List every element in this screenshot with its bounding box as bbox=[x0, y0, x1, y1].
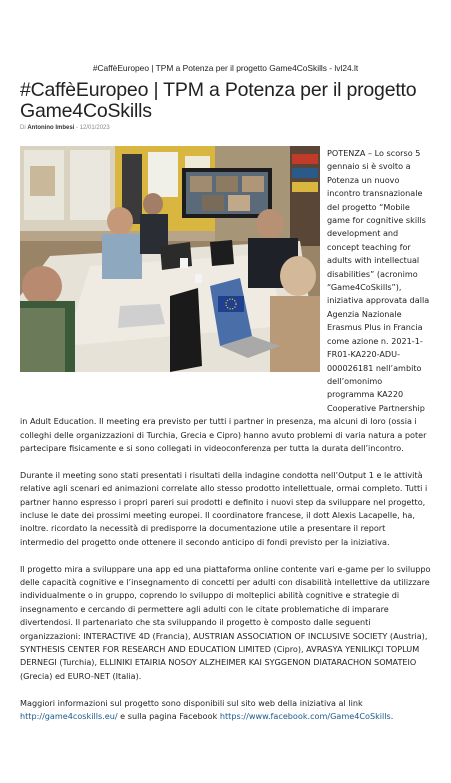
site-header-title: #CaffèEuropeo | TPM a Potenza per il progetto Game4CoSkills - lvl24.lt bbox=[92, 63, 359, 73]
meta-separator: - bbox=[76, 125, 79, 131]
article-meta bbox=[20, 125, 110, 131]
article-paragraph-2: Durante il meeting sono stati presentati i risultati della indagine condotta nell’Output 1 e le attività relative agli scenari ed animazioni correlate allo stesso prodotto intellettuale, ormai completo. Tutti i partner hanno espresso i propri pareri sui prodotti e definito i nuovi step da sviluppare nel progetto, incluse le date dei prossimi meeting europei. Il coordinatore francese, il dott Alexis Lacapelle, ha, inoltre. ricordato la necessità di predisporre la documentazione utile a presentare il report intermedio del progetto onde ottenere il secondo anticipo di fondi previsto per la iniziativa. bbox=[20, 469, 428, 547]
closing-text-middle: e sulla pagina Facebook bbox=[120, 711, 218, 722]
article-body bbox=[20, 147, 431, 737]
article-title: #CaffèEuropeo | TPM a Potenza per il progetto Game4CoSkills bbox=[20, 79, 417, 122]
article-paragraph-1: POTENZA – Lo scorso 5 gennaio si è svolto a Potenza un nuovo incontro transnazionale del progetto “Mobile game for cognitive skills development and concept teaching for adults with intellectual disabilities” (acronimo “Game4CoSkills”), iniziativa approvata dalla Agenzia Nazionale Erasmus Plus in Francia come azione n. 2021-1-FR01-KA220-ADU-000026181 nell’ambito dell’omonimo programma KA220 Cooperative Partnership in Adult Education. Il meeting era previsto per tutti i partner in presenza, ma alcuni di loro (ossia i colleghi delle organizzazioni di Turchia, Grecia e Cipro) hanno avuto problemi di varia natura a poter partecipare fisicamente e si sono collegati in videoconferenza per tutta la durata dell’incontro. bbox=[20, 148, 430, 453]
closing-text-after: . bbox=[390, 711, 394, 722]
project-website-link[interactable]: http://game4coskills.eu/ bbox=[20, 711, 118, 722]
photo-float-spacer bbox=[20, 147, 327, 403]
meta-prefix: Di bbox=[20, 125, 26, 131]
article-date: 12/01/2023 bbox=[79, 125, 110, 131]
closing-text-before: Maggiori informazioni sul progetto sono disponibili sul sito web della iniziativa al link bbox=[20, 697, 363, 708]
article-paragraph-3: Il progetto mira a sviluppare una app ed una piattaforma online contente vari e-game per lo sviluppo delle capacità cognitive e l’insegnamento di concetti per adulti con disabilità intellettive da utilizzare individualmente o in gruppo, coprendo lo sviluppo di molteplici abilità cognitive e strategie di insegnamento e cercando di permettere agli adulti con le citate problematiche di imparare divertendosi. Il partenariato che sta sviluppando il progetto è composto dalle seguenti organizzazioni: INTERACTIVE 4D (Francia), AUSTRIAN ASSOCIATION OF INCLUSIVE SOCIETY (Austria), SYNTHESIS CENTER FOR RESEARCH AND EDUCATION LIMITED (Cipro), AVRASYA YENILIKÇI TOPLUM DERNEGI (Turchia), ELLINIKI ETAIRIA NOSOY ALZHEIMER KAI SYGGENON DIATARACHON SOMATEIO (Grecia) ed EURO-NET (Italia). bbox=[20, 563, 431, 681]
article-closing-paragraph bbox=[20, 697, 431, 724]
facebook-page-link[interactable]: https://www.facebook.com/Game4CoSkills bbox=[219, 711, 391, 722]
author-link[interactable]: Antonino Imbesi bbox=[27, 125, 75, 131]
